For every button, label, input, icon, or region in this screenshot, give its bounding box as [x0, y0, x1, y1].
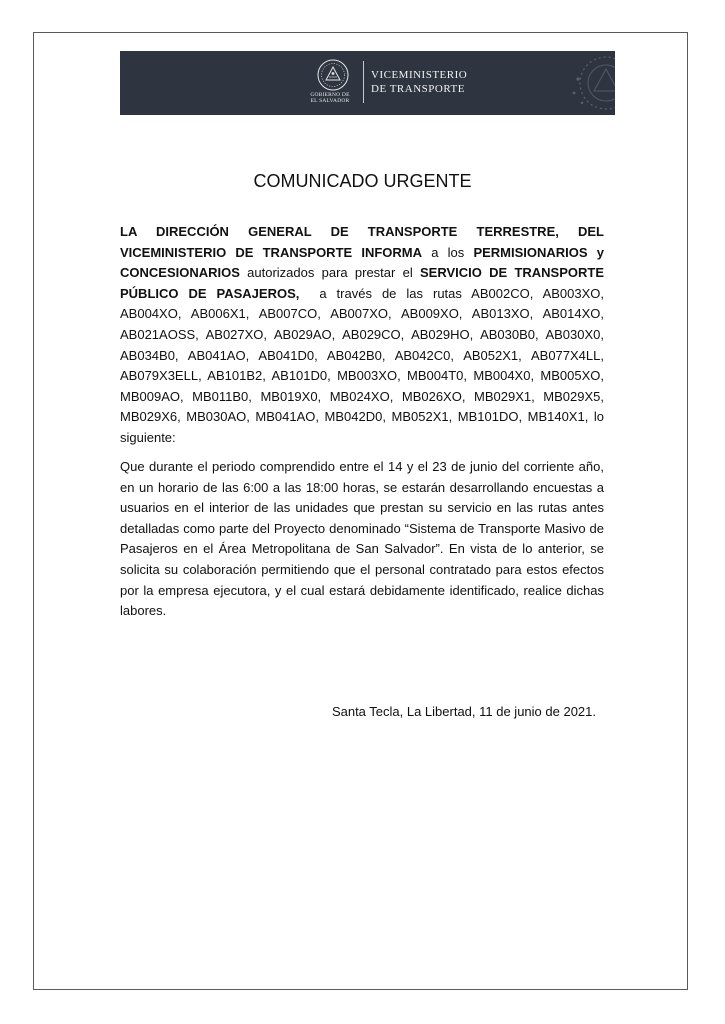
header-divider [363, 61, 364, 103]
ministry-name-line-2: DE TRANSPORTE [371, 83, 465, 95]
government-line-1: GOBIERNO DE [310, 92, 350, 98]
ministry-name-line-1: VICEMINISTERIO [371, 69, 468, 81]
government-label [304, 92, 356, 104]
recipients: PERMISIONARIOS y CONCESIONARIOS [120, 244, 604, 281]
watermark-seal-icon [566, 53, 615, 113]
para1-text-a: a los [422, 244, 474, 260]
service-type: SERVICIO DE TRANSPORTE PÚBLICO DE PASAJEROS, [120, 265, 604, 301]
government-line-2: EL SALVADOR [310, 98, 350, 104]
el-salvador-seal-icon [316, 58, 350, 92]
notice-paragraph-2: Que durante el periodo comprendido entre el 14 y el 23 de junio del corriente año, en un horario de las 6:00 a las 18:00 horas, se estarán desarrollando encuestas a usuarios en el interior de las unidades que prestan su servicio en las rutas antes detalladas como parte del Proyecto denominado “Sistema de Transporte Masivo de Pasajeros en el Área Metropolitana de San Salvador”. En vista de lo anterior, se solicita su colaboración permitiendo que el personal contratado para estos efectos por la empresa ejecutora, y el cual estará debidamente identificado, realice dichas labores. [120, 459, 604, 619]
issuer-intro: LA DIRECCIÓN GENERAL DE TRANSPORTE TERRESTRE, DEL VICEMINISTERIO DE TRANSPORTE INFORMA [120, 224, 604, 260]
routes-list: a través de las rutas AB002CO, AB003XO, AB004XO, AB006X1, AB007CO, AB007XO, AB009XO, AB013XO, AB014XO, AB021AOSS, AB027XO, AB029AO, AB029CO, AB029HO, AB030B0, AB030X0, AB034B0, AB041AO, AB041D0, AB042B0, AB042C0, AB052X1, AB077X4LL, AB079X3ELL, AB101B2, AB101D0, MB003XO, MB004T0, MB004X0, MB005XO, MB009AO, MB011B0, MB019X0, MB024XO, MB026XO, MB029X1, MB029X5, MB029X6, MB030AO, MB041AO, MB042D0, MB052X1, MB101DO, MB140X1, lo siguiente: [120, 285, 608, 445]
para1-text-b: autorizados para prestar el [239, 265, 420, 281]
notice-paragraph-1 [120, 222, 608, 449]
document-title: COMUNICADO URGENTE [253, 171, 472, 191]
place-and-date: Santa Tecla, La Libertad, 11 de junio de 2021. [331, 704, 596, 719]
ministry-header-banner [120, 51, 615, 115]
